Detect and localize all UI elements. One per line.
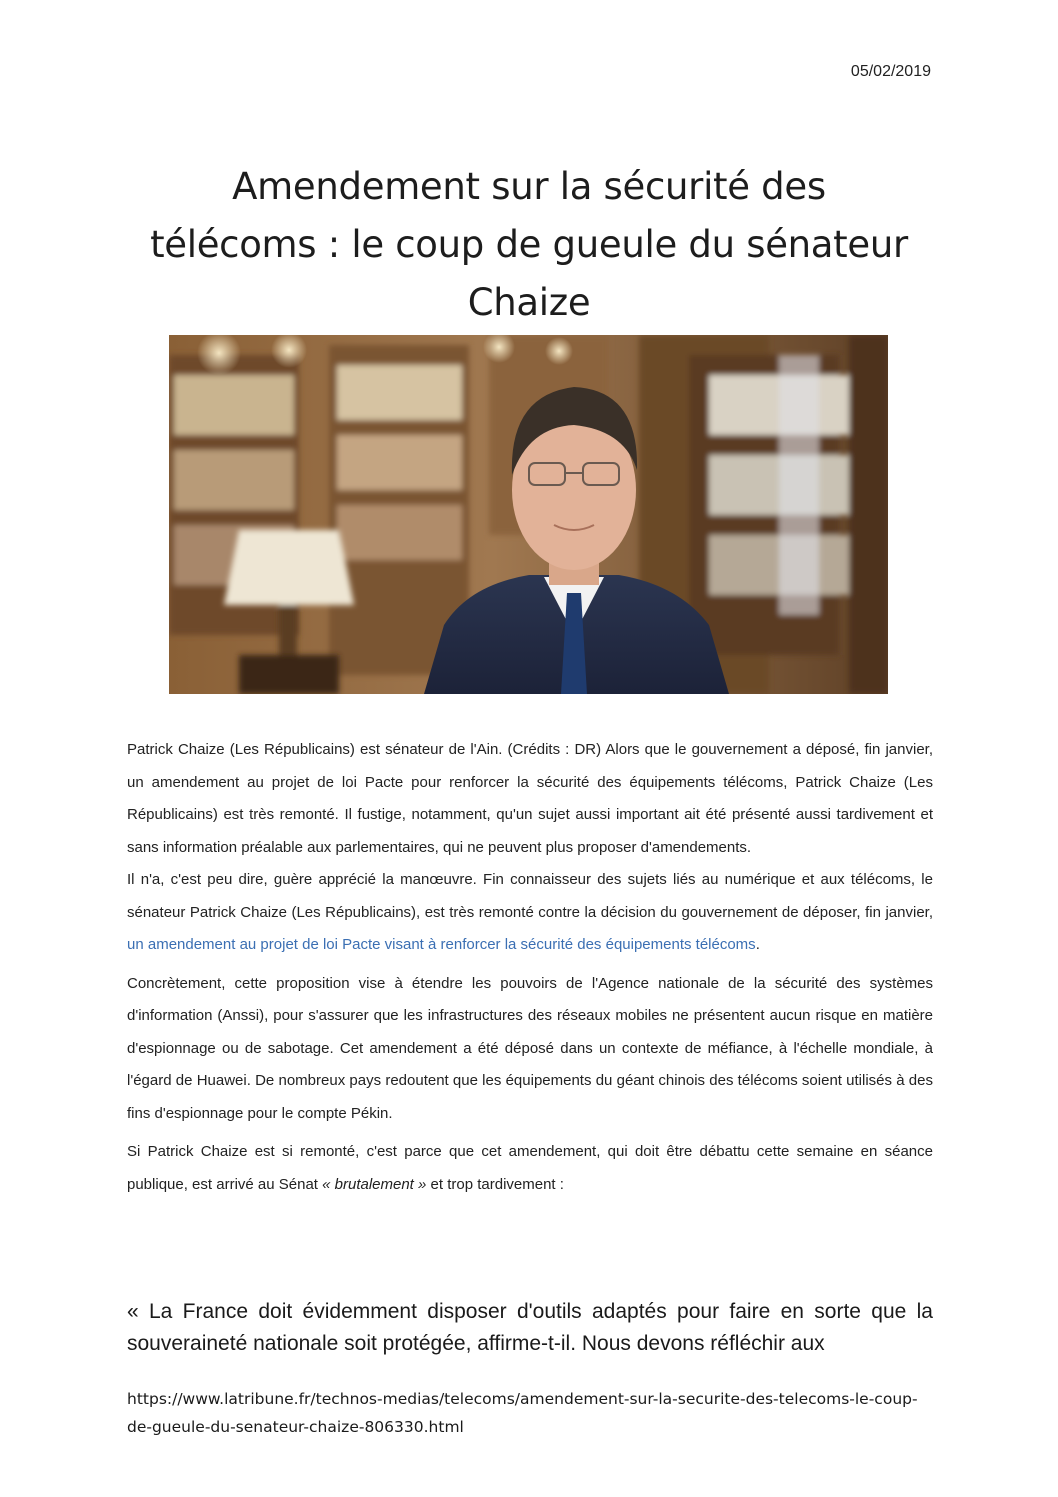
paragraph-context-text: Il n'a, c'est peu dire, guère apprécié la manœuvre. Fin connaisseur des sujets liés au numérique et aux télécoms, le sénateur Patrick Chaize (Les Républicains), est très remonté contre la décision du gouvernement de déposer, fin janvier, [127,871,933,921]
paragraph-anssi: Concrètement, cette proposition vise à étendre les pouvoirs de l'Agence nationale de la sécurité des systèmes d'information (Anssi), pour s'assurer que les infrastructures des réseaux mobiles ne présentent aucun risque en matière d'espionnage ou de sabotage. Cet amendement a été déposé dans un contexte de méfiance, à l'échelle mondiale, à l'égard de Huawei. De nombreux pays redoutent que les équipements du géant chinois des télécoms soient utilisés à des fins d'espionnage pour le compte Pékin. [127,974,933,1122]
paragraph-context [127,864,933,962]
source-url: https://www.latribune.fr/technos-medias/telecoms/amendement-sur-la-securite-des-telecoms-le-coup-de-gueule-du-senateur-chaize-806330.html [127,1390,918,1436]
amendment-link[interactable]: un amendement au projet de loi Pacte visant à renforcer la sécurité des équipements télécoms [127,936,756,953]
paragraph-reason-text: Si Patrick Chaize est si remonté, c'est parce que cet amendement, qui doit être débattu cette semaine en séance publique, est arrivé au Sénat [127,1143,933,1193]
article-photo [169,335,888,694]
paragraph-reason-end: et trop tardivement : [426,1175,564,1193]
article-body [127,734,933,1201]
paragraph-intro: Patrick Chaize (Les Républicains) est sénateur de l'Ain. (Crédits : DR) Alors que le gouvernement a déposé, fin janvier, un amendement au projet de loi Pacte pour renforcer la sécurité des équipements télécoms, Patrick Chaize (Les Républicains) est très remonté. Il fustige, notamment, qu'un sujet aussi important ait été présenté aussi tardivement et sans information préalable aux parlementaires, qui ne peuvent plus proposer d'amendements. [127,741,933,856]
pull-quote: « La France doit évidemment disposer d'outils adaptés pour faire en sorte que la souveraineté nationale soit protégée, affirme-t-il. Nous devons réfléchir aux [127,1300,933,1355]
paragraph-reason-emphasis: « brutalement » [322,1175,427,1193]
paragraph-context-end: . [755,936,760,953]
article-title: Amendement sur la sécurité des télécoms : le coup de gueule du sénateur Chaize [150,165,908,324]
paragraph-reason [127,1136,933,1201]
article-date: 05/02/2019 [850,63,931,80]
